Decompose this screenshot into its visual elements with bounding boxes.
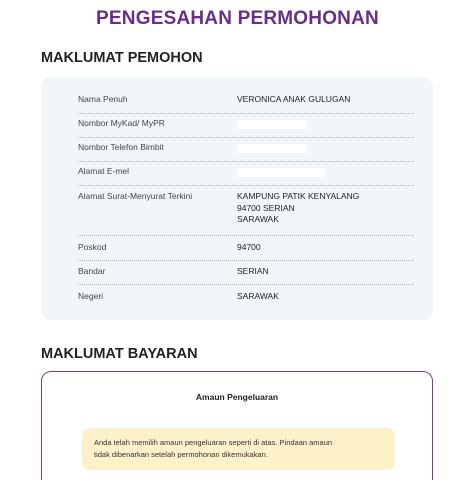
info-value: 94700 [237, 242, 261, 252]
masked-value [237, 120, 307, 129]
applicant-section-title: MAKLUMAT PEMOHON [41, 50, 203, 66]
payment-card [41, 371, 433, 480]
notice-box [82, 428, 395, 470]
info-label: Nombor Telefon Bimbit [78, 142, 164, 152]
address-line: 94700 SERIAN [237, 202, 295, 213]
info-label: Nombor MyKad/ MyPR [78, 118, 165, 128]
masked-value [237, 144, 307, 153]
info-label: Alamat Surat-Menyurat Terkini [78, 191, 193, 201]
info-label: Negeri [78, 291, 104, 301]
info-row-postcode [78, 242, 413, 261]
payment-section-title: MAKLUMAT BAYARAN [41, 346, 198, 362]
info-row-full-name [78, 94, 413, 114]
info-label: Poskod [78, 242, 107, 252]
applicant-info-card [41, 77, 433, 320]
info-row-phone [78, 142, 413, 162]
info-label: Alamat E-mel [78, 166, 130, 176]
info-value: VERONICA ANAK GULUGAN [237, 94, 351, 104]
notice-text-line: tidak dibenarkan setelah permohonan dikemukakan. [94, 450, 268, 459]
address-value [237, 191, 359, 226]
info-value: SARAWAK [237, 291, 279, 301]
address-line: KAMPUNG PATIK KENYALANG [237, 191, 360, 201]
info-row-state [78, 291, 413, 310]
address-line: SARAWAK [237, 214, 279, 224]
info-row-mykad [78, 118, 413, 138]
info-value: SERIAN [237, 266, 269, 276]
page-title: PENGESAHAN PERMOHONAN [96, 8, 379, 29]
info-row-city [78, 266, 413, 285]
payment-amount-heading: Amaun Pengeluaran [195, 392, 279, 402]
info-row-email [78, 166, 413, 186]
info-label: Bandar [78, 266, 106, 276]
info-label: Nama Penuh [78, 94, 128, 104]
masked-value [237, 168, 325, 177]
info-row-address [78, 191, 413, 236]
notice-text-line: Anda telah memilih amaun pengeluaran seperti di atas. Pindaan amaun [94, 438, 333, 447]
